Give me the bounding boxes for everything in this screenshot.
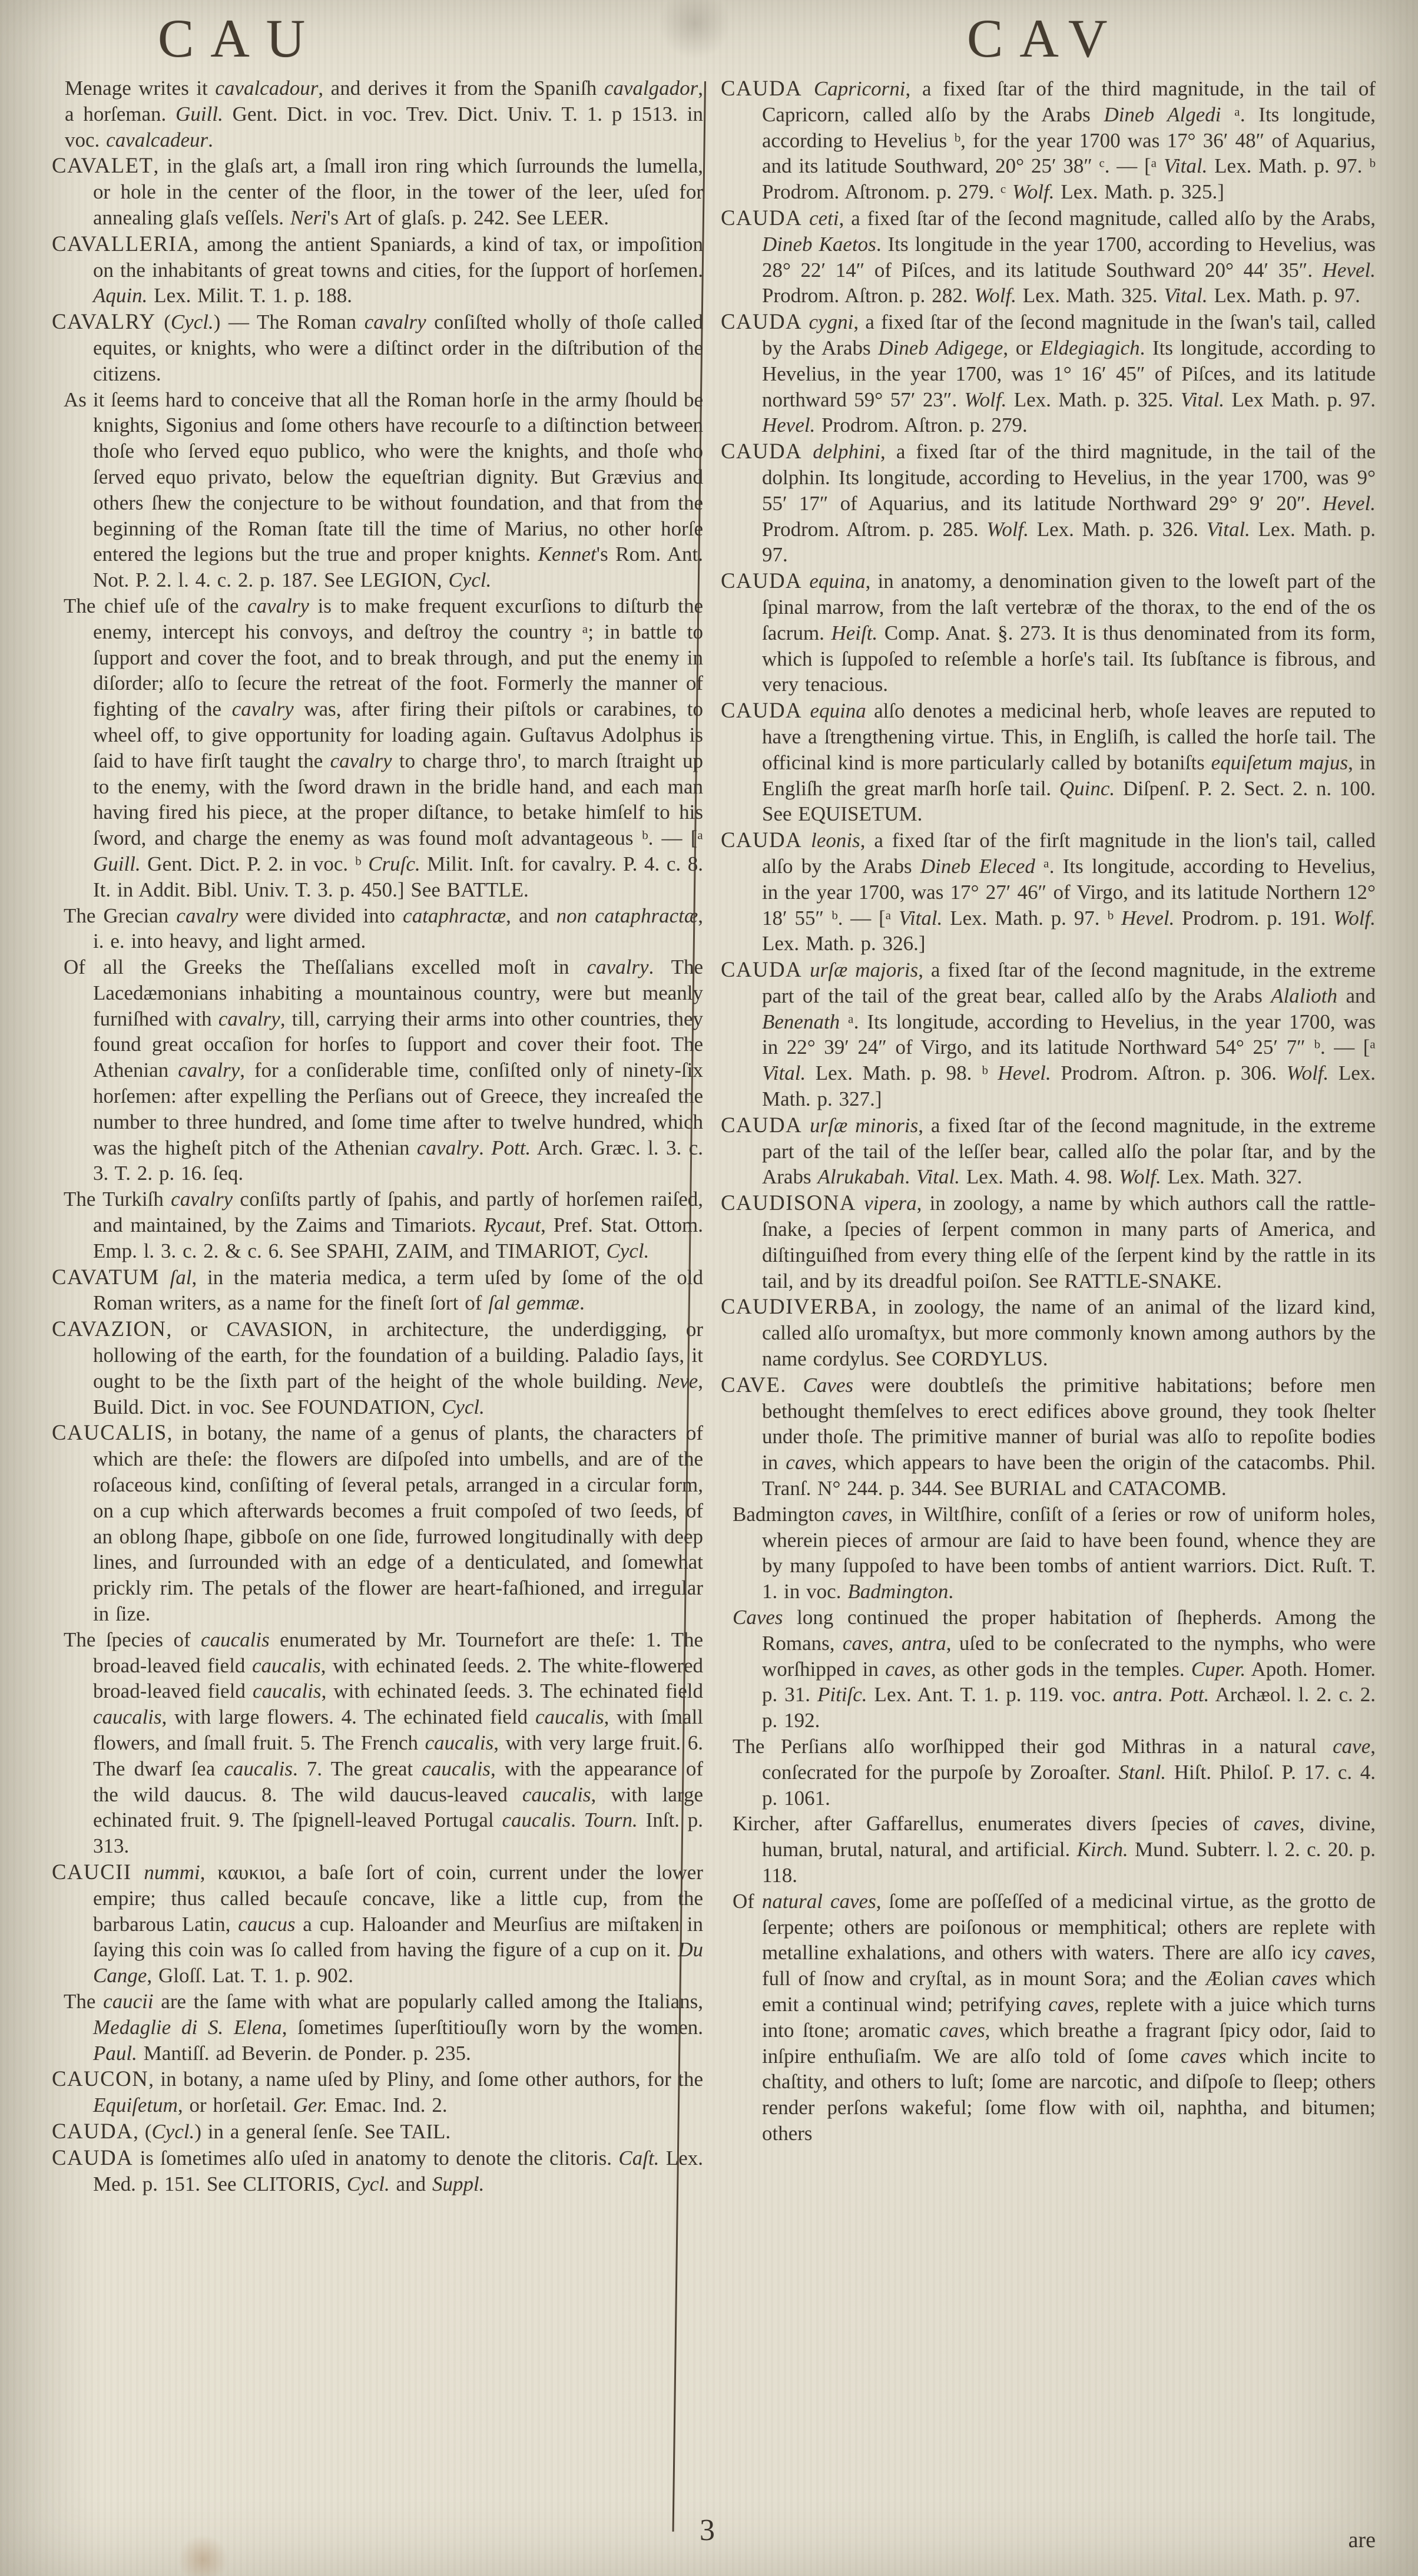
entry-caudiverba: CAUDIVERBA, in zoology, the name of an animal of the lizard kind, called alſo uromaſtyx, but more commonly known among authors by the name cordylus. See CORDYLUS. [721,1294,1376,1371]
headword: CAUDIVERBA [721,1294,872,1319]
column-left [52,75,703,2197]
paragraph: Menage writes it cavalcadour, and derives it from the Spaniſh cavalgador, a horſeman. Guill. Gent. Dict. in voc. Trev. Dict. Univ. T. 1. p 1513. in voc. cavalcadeur. [65,77,703,151]
entry-caucii: CAUCII nummi, καυκιοι, a baſe ſort of coin, current under the lower empire; thus called becauſe concave, like a little cup, from the barbarous Latin, caucus a cup. Haloander and Meurſius are miſtaken in ſaying this coin was ſo called from having the figure of a cup on it. Du Cange, Gloſſ. Lat. T. 1. p. 902. [52,1859,703,1988]
headword: CAUDA [52,2118,134,2143]
paragraph: The Turkiſh cavalry conſiſts partly of ſpahis, and partly of horſemen raiſed, and maintained, by the Zaims and Timariots. Rycaut, Pref. Stat. Ottom. Emp. l. 3. c. 2. & c. 6. See SPAHI, ZAIM, and TIMARIOT, Cycl. [64,1188,703,1262]
paragraph: Badmington caves, in Wiltſhire, conſiſt of a ſeries or row of uniform holes, wherein pieces of armour are ſaid to have been found, whence they are by many ſuppoſed to have been tombs of antient warriors. Dict. Ruſt. T. 1. in voc. Badmington. [733,1502,1376,1603]
entry-cauda: CAUDA cygni, a fixed ſtar of the ſecond magnitude in the ſwan's tail, called by the Arabs Dineb Adigege, or Eldegiagich. Its longitude, according to Hevelius, in the year 1700, was 1° 16′ 45″ of Piſces, and its latitude northward 59° 57′ 23″. Wolf. Lex. Math. p. 325. Vital. Lex Math. p. 97. Hevel. Prodrom. Aſtron. p. 279. [721,309,1376,437]
entry-cauda: CAUDA urſæ majoris, a fixed ſtar of the ſecond magnitude, in the extreme part of the tail of the great bear, called alſo by the Arabs Alalioth and Benenath ᵃ. Its longitude, according to Hevelius, in the year 1700, was in 22° 39′ 24″ of Virgo, and its latitude Northward 54° 25′ 7″ ᵇ. — [ᵃ Vital. Lex. Math. p. 98. ᵇ Hevel. Prodrom. Aſtron. p. 306. Wolf. Lex. Math. p. 327.] [721,957,1376,1111]
entry-cavalleria: CAVALLERIA, among the antient Spaniards, a kind of tax, or impoſition on the inhabitants of great towns and cities, for the ſupport of horſemen. Aquin. Lex. Milit. T. 1. p. 188. [52,231,703,307]
signature-mark: 3 [700,2514,715,2547]
entry-cavalet: CAVALET, in the glaſs art, a ſmall iron ring which ſurrounds the lumella, or hole in the center of the floor, in the tower of the leer, uſed for annealing glaſs veſſels. Neri's Art of glaſs. p. 242. See LEER. [52,153,703,229]
entry-cave: CAVE. Caves were doubtleſs the primitive habitations; before men bethought themſelves to erect edifices above ground, they took ſhelter under thoſe. The primitive manner of burial was alſo to repoſite bodies in caves, which appears to have been the origin of the catacombs. Phil. Tranſ. N° 244. p. 344. See BURIAL and CATACOMB. [721,1372,1376,1500]
paragraph: Caves long continued the proper habitation of ſhepherds. Among the Romans, caves, antra, uſed to be conſecrated to the nymphs, who were worſhipped in caves, as other gods in the temples. Cuper. Apoth. Homer. p. 31. Pitiſc. Lex. Ant. T. 1. p. 119. voc. antra. Pott. Archæol. l. 2. c. 2. p. 192. [733,1606,1376,1732]
headword: CAUDA [721,439,803,464]
headword: CAVE [721,1372,781,1397]
headword: CAVALLERIA [52,231,194,256]
paragraph: The caucii are the ſame with what are popularly called among the Italians, Medaglie di S. Elena, ſometimes ſuperſtitiouſly worn by the women. Paul. Mantiſſ. ad Beverin. de Ponder. p. 235. [64,1989,704,2065]
entry-cauda: CAUDA urſæ minoris, a fixed ſtar of the ſecond magnitude, in the extreme part of the tail of the leſſer bear, called alſo the polar ſtar, and by the Arabs Alrukabah. Vital. Lex. Math. 4. 98. Wolf. Lex. Math. 327. [721,1112,1376,1189]
entry-cavatum: CAVATUM ſal, in the materia medica, a term uſed by ſome of the old Roman writers, as a name for the fineſt ſort of ſal gemmæ. [52,1264,703,1315]
headword: CAUDA [721,76,803,100]
headword: CAVALET [52,153,154,178]
entry-caucon: CAUCON, in botany, a name uſed by Pliny, and ſome other authors, for the Equiſetum, or horſetail. Ger. Emac. Ind. 2. [52,2066,703,2117]
entry-cauda: CAUDA leonis, a fixed ſtar of the firſt magnitude in the lion's tail, called alſo by the Arabs Dineb Eleced ᵃ. Its longitude, according to Hevelius, in the year 1700, was 17° 27′ 46″ of Virgo, and its latitude Northern 12° 18′ 55″ ᵇ. — [ᵃ Vital. Lex. Math. p. 97. ᵇ Hevel. Prodrom. p. 191. Wolf. Lex. Math. p. 326.] [721,828,1376,955]
entry-cauda: CAUDA is ſometimes alſo uſed in anatomy to denote the clitoris. Caſt. Lex. Med. p. 151. See CLITORIS, Cycl. and Suppl. [52,2145,703,2195]
headword: CAUDA [721,828,803,852]
entry-cauda: CAUDA delphini, a fixed ſtar of the third magnitude, in the tail of the dolphin. Its longitude, according to Hevelius, in the year 1700, was 9° 55′ 17″ of Aquarius, and its latitude Northward 29° 9′ 20″. Hevel. Prodrom. Aſtrom. p. 285. Wolf. Lex. Math. p. 326. Vital. Lex. Math. p. 97. [721,439,1376,567]
running-head-right: CAV [967,8,1124,68]
paragraph: The Perſians alſo worſhipped their god Mithras in a natural cave, conſecrated for the purpoſe by Zoroaſter. Stanl. Hiſt. Philoſ. P. 17. c. 4. p. 1061. [733,1735,1376,1810]
catchword: are [1348,2528,1376,2552]
paragraph: The ſpecies of caucalis enumerated by Mr. Tournefort are theſe: 1. The broad-leaved field caucalis, with echinated ſeeds. 2. The white-flowered broad-leaved field caucalis, with echinated ſeeds. 3. The echinated field caucalis, with large flowers. 4. The echinated field caucalis, with ſmall flowers, and ſmall fruit. 5. The French caucalis, with very large fruit. 6. The dwarf ſea caucalis. 7. The great caucalis, with the appearance of the wild daucus. 8. The wild daucus-leaved caucalis, with large echinated fruit. 9. The ſpignell-leaved Portugal caucalis. Tourn. Inſt. p. 313. [64,1628,704,1858]
headword: CAUCALIS [52,1420,167,1445]
paragraph: The Grecian cavalry were divided into cataphractæ, and non cataphractæ, i. e. into heavy, and light armed. [64,904,703,953]
headword: CAVAZION [52,1317,167,1341]
paragraph: Of all the Greeks the Theſſalians excelled moſt in cavalry. The Lacedæmonians inhabiting a mountainous country, were but meanly furniſhed with cavalry, till, carrying their arms into other countries, they found great occaſion for horſes to ſupport and cover their foot. The Athenian cavalry, for a conſiderable time, conſiſted only of ninety-ſix horſemen: after expelling the Perſians out of Greece, they increaſed the number to three hundred, and ſome time after to twelve hundred, which was the higheſt pitch of the Athenian cavalry. Pott. Arch. Græc. l. 3. c. 3. T. 2. p. 16. ſeq. [64,955,704,1185]
headword: CAUDA [721,698,803,723]
entry-cauda: CAUDA equina, in anatomy, a denomination given to the loweſt part of the ſpinal marrow, from the laſt vertebræ of the thorax, to the end of the os ſacrum. Heiſt. Comp. Anat. §. 273. It is thus denominated from its form, which is ſuppoſed to reſemble a horſe's tail. Its ſubſtance is fibrous, and very tenacious. [721,568,1376,696]
headword: CAUDA [721,957,803,982]
headword: CAUCON [52,2066,149,2091]
headword: CAVALRY [52,309,156,334]
paragraph: Of natural caves, ſome are poſſeſſed of a medicinal virtue, as the grotto de ſerpente; others are poiſonous or memphitical; others are replete with metalline exhalations, and others with waters. There are alſo icy caves, full of ſnow and cryſtal, as in mount Sora; and the Æolian caves which emit a continual wind; petrifying caves, replete with a juice which turns into ſtone; aromatic caves, which breathe a fragrant ſpicy odor, ſaid to inſpire enthuſiaſm. We are alſo told of ſome caves which incite to chaſtity, and others to luſt; ſome are narcotic, and diſpoſe to ſleep; others render perſons wakeful; ſome flow with oil, naphtha, and bitumen; others [733,1889,1376,2145]
entry-caudisona: CAUDISONA vipera, in zoology, a name by which authors call the rattle-ſnake, a ſpecies of ſerpent common in many parts of America, and diſtinguiſhed from every thing elſe of the ſerpent kind by the rattle in its tail, and by its dreadful poiſon. See RATTLE-SNAKE. [721,1191,1376,1292]
paragraph: As it ſeems hard to conceive that all the Roman horſe in the army ſhould be knights, Sigonius and ſome others have recourſe to a diſtinction between thoſe who ſerved equo publico, who were the knights, and thoſe who ſerved equo privato, below the equeſtrian dignity. But Grævius and others ſhew the conjecture to be without foundation, and that from the beginning of the Roman ſtate till the time of Marius, no other horſe entered the legions but the true and proper knights. Kennet's Rom. Ant. Not. P. 2. l. 4. c. 2. p. 187. See LEGION, Cycl. [64,388,704,592]
paragraph: The chief uſe of the cavalry is to make frequent excurſions to diſturb the enemy, intercept his convoys, and deſtroy the country ᵃ; in battle to ſupport and cover the foot, and to break through, and put the enemy in diſorder; alſo to ſecure the retreat of the foot. Formerly the manner of fighting of the cavalry was, after firing their piſtols or carabines, to wheel off, to give opportunity for loading again. Guſtavus Adolphus is ſaid to have firſt taught the cavalry to charge thro', to march ſtraight up to the enemy, with the ſword drawn in the bridle hand, and each man having fired his piece, at the proper diſtance, to betake himſelf to his ſword, and charge the enemy as was found moſt advantageous ᵇ. — [ᵃ Guill. Gent. Dict. P. 2. in voc. ᵇ Cruſc. Milit. Inſt. for cavalry. P. 4. c. 8. It. in Addit. Bibl. Univ. T. 3. p. 450.] See BATTLE. [64,594,703,901]
running-head-left: CAU [158,8,322,68]
entry-cavazion: CAVAZION, or CAVASION, in architecture, the underdigging, or hollowing of the earth, for the foundation of a building. Paladio ſays, it ought to be the ſixth part of the height of the whole building. Neve, Build. Dict. in voc. See FOUNDATION, Cycl. [52,1317,703,1418]
headword: CAUCII [52,1859,132,1884]
headword: CAUDA [721,1112,803,1137]
entry-cauda: CAUDA equina alſo denotes a medicinal herb, whoſe leaves are reputed to have a ſtrengthening virtue. This, in Engliſh, is called the horſe tail. The officinal kind is more particularly called by botaniſts equiſetum majus, in Engliſh the great marſh horſe tail. Quinc. Diſpenſ. P. 2. Sect. 2. n. 100. See EQUISETUM. [721,698,1376,826]
headword: CAUDA [721,309,803,334]
headword: CAUDA [721,568,803,593]
entry-cavalry: CAVALRY (Cycl.) — The Roman cavalry conſiſted wholly of thoſe called equites, or knights, who were a diſtinct order in the diſtribution of the citizens. [52,309,703,385]
paragraph: Kircher, after Gaffarellus, enumerates divers ſpecies of caves, divine, human, brutal, natural, and artificial. Kirch. Mund. Subterr. l. 2. c. 20. p. 118. [733,1812,1376,1887]
headword: CAUDA [52,2145,134,2170]
entry-cauda: CAUDA ceti, a fixed ſtar of the ſecond magnitude, called alſo by the Arabs, Dineb Kaetos. Its longitude in the year 1700, according to Hevelius, was 28° 22′ 14″ of Piſces, and its latitude Southward 20° 44′ 35″. Hevel. Prodrom. Aſtron. p. 282. Wolf. Lex. Math. 325. Vital. Lex. Math. p. 97. [721,205,1376,307]
headword: CAUDA [721,205,803,230]
headword: CAVATUM [52,1264,160,1289]
entry-cauda: CAUDA, (Cycl.) in a general ſenſe. See TAIL. [52,2118,451,2143]
entry-caucalis: CAUCALIS, in botany, the name of a genus of plants, the characters of which are theſe: the flowers are diſpoſed into umbells, and are of the roſaceous kind, conſiſting of ſeveral petals, arranged in a circular form, on a cup which afterwards becomes a fruit compoſed of two ſeeds, of an oblong ſhape, gibboſe on one ſide, furrowed longitudinally with deep lines, and ſurrounded with an edge of a denticulated, and ſomewhat prickly rim. The petals of the flower are heart-faſhioned, and irregular in ſize. [52,1420,703,1626]
column-right [721,75,1376,2147]
headword: CAUDISONA [721,1191,856,1215]
entry-cauda: CAUDA Capricorni, a fixed ſtar of the third magnitude, in the tail of Capricorn, called alſo by the Arabs Dineb Algedi ᵃ. Its longitude, according to Hevelius ᵇ, for the year 1700 was 17° 36′ 48″ of Aquarius, and its latitude Southward, 20° 25′ 38″ ᶜ. — [ᵃ Vital. Lex. Math. p. 97. ᵇ Prodrom. Aſtronom. p. 279. ᶜ Wolf. Lex. Math. p. 325.] [721,76,1376,204]
